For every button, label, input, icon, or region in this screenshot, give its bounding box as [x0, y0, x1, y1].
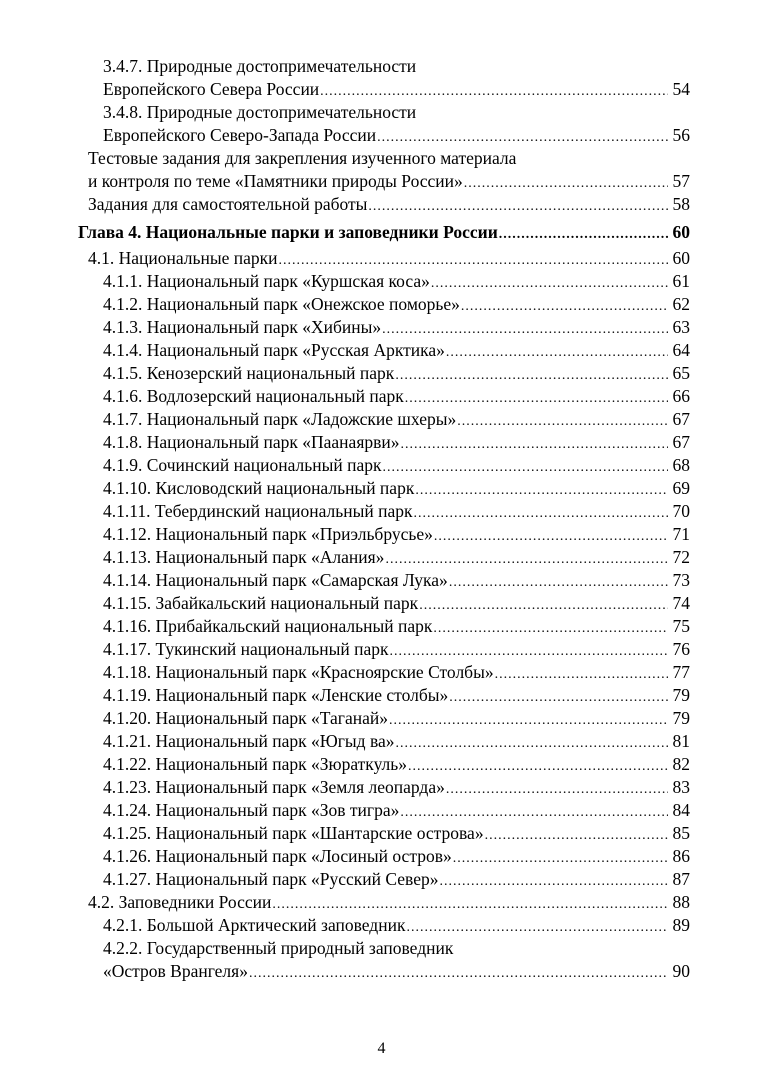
toc-entry: [78, 247, 690, 270]
toc-leader-dots: [272, 893, 668, 916]
toc-entry: [78, 170, 690, 193]
toc-entry-page: 67: [672, 432, 690, 452]
toc-entry: [78, 845, 690, 868]
toc-entry: [78, 960, 690, 983]
toc-entry: [78, 124, 690, 147]
toc-entry-page: 84: [672, 800, 690, 820]
toc-entry-page: 57: [672, 171, 690, 191]
toc-entry: [78, 270, 690, 293]
toc-entry-title: 3.4.8. Природные достопримечательности: [103, 102, 417, 122]
toc-leader-dots: [377, 126, 668, 149]
toc-entry: [78, 638, 690, 661]
toc-entry-page: 64: [672, 340, 690, 360]
toc-entry: [78, 546, 690, 569]
toc-entry: [78, 408, 690, 431]
toc-entry-page: 81: [672, 731, 690, 751]
toc-leader-dots: [495, 663, 668, 686]
toc-leader-dots: [401, 433, 669, 456]
toc-leader-dots: [405, 387, 668, 410]
toc-leader-dots: [461, 295, 668, 318]
toc-entry-title: 3.4.7. Природные достопримечательности: [103, 56, 417, 76]
toc-entry-page: 87: [672, 869, 690, 889]
toc-leader-dots: [449, 686, 668, 709]
toc-entry: [78, 78, 690, 101]
toc-entry-title: 4.1.9. Сочинский национальный парк: [103, 455, 382, 475]
toc-entry: [78, 707, 690, 730]
toc-entry-page: 70: [672, 501, 690, 521]
toc-entry-page: 58: [672, 194, 690, 214]
toc-entry-title: 4.1.21. Национальный парк «Югыд ва»: [103, 731, 395, 751]
toc-entry-page: 62: [672, 294, 690, 314]
toc-entry: [78, 362, 690, 385]
toc-entry-page: 60: [672, 222, 690, 242]
toc-entry-page: 63: [672, 317, 690, 337]
toc-entry-title: Задания для самостоятельной работы: [88, 194, 368, 214]
toc-entry: [78, 822, 690, 845]
toc-entry-title: 4.1.25. Национальный парк «Шантарские острова»: [103, 823, 484, 843]
toc-entry: [78, 454, 690, 477]
toc-entry-title: 4.1.15. Забайкальский национальный парк: [103, 593, 419, 613]
toc-entry: [78, 477, 690, 500]
toc-leader-dots: [279, 249, 668, 272]
toc-entry-title: 4.1.24. Национальный парк «Зов тигра»: [103, 800, 400, 820]
toc-entry-page: 60: [672, 248, 690, 268]
toc-entry: [78, 193, 690, 216]
toc-leader-dots: [390, 640, 668, 663]
toc-entry-page: 67: [672, 409, 690, 429]
toc-entry-title: 4.1.22. Национальный парк «Зюраткуль»: [103, 754, 408, 774]
toc-leader-dots: [419, 594, 668, 617]
toc-leader-dots: [400, 801, 668, 824]
toc-entry-page: 86: [672, 846, 690, 866]
toc-leader-dots: [382, 318, 668, 341]
toc-entry: [78, 339, 690, 362]
toc-entry-title: 4.1.18. Национальный парк «Красноярские Столбы»: [103, 662, 494, 682]
toc-leader-dots: [433, 617, 668, 640]
toc-entry: [78, 753, 690, 776]
toc-entry-title: 4.1.5. Кенозерский национальный парк: [103, 363, 395, 383]
toc-leader-dots: [499, 223, 668, 246]
toc-entry: [78, 293, 690, 316]
toc-entry-page: 89: [672, 915, 690, 935]
toc-entry-title: 4.1.11. Тебердинский национальный парк: [103, 501, 413, 521]
table-of-contents: [78, 55, 690, 983]
toc-leader-dots: [383, 456, 669, 479]
toc-entry-title: 4.1.6. Водлозерский национальный парк: [103, 386, 404, 406]
toc-entry-page: 65: [672, 363, 690, 383]
toc-leader-dots: [431, 272, 668, 295]
page-number: 4: [377, 1040, 386, 1057]
toc-entry-title: 4.1.14. Национальный парк «Самарская Лука»: [103, 570, 448, 590]
toc-entry-continued: [78, 147, 690, 170]
toc-entry: [78, 730, 690, 753]
toc-entry: [78, 592, 690, 615]
toc-entry-title: 4.1.17. Тукинский национальный парк: [103, 639, 389, 659]
toc-entry-title: 4.1.26. Национальный парк «Лосиный остров»: [103, 846, 452, 866]
toc-entry-title: 4.2.2. Государственный природный заповедник: [103, 938, 454, 958]
toc-entry-page: 79: [672, 685, 690, 705]
toc-entry-page: 79: [672, 708, 690, 728]
toc-entry: [78, 569, 690, 592]
toc-leader-dots: [457, 410, 668, 433]
toc-entry-page: 83: [672, 777, 690, 797]
toc-entry-page: 54: [672, 79, 690, 99]
toc-entry-title: 4.1.20. Национальный парк «Таганай»: [103, 708, 388, 728]
toc-entry: [78, 523, 690, 546]
toc-leader-dots: [439, 870, 668, 893]
toc-entry-page: 71: [672, 524, 690, 544]
toc-entry-page: 61: [672, 271, 690, 291]
toc-entry-page: 74: [672, 593, 690, 613]
toc-leader-dots: [395, 364, 668, 387]
toc-entry: [78, 500, 690, 523]
toc-leader-dots: [320, 80, 668, 103]
toc-entry-page: 69: [672, 478, 690, 498]
toc-entry: [78, 868, 690, 891]
toc-entry-title: 4.1.2. Национальный парк «Онежское поморье»: [103, 294, 460, 314]
toc-entry-title: 4.1.4. Национальный парк «Русская Арктика»: [103, 340, 445, 360]
toc-entry: [78, 221, 690, 244]
toc-entry-title: 4.1.19. Национальный парк «Ленские столбы»: [103, 685, 449, 705]
toc-entry-page: 75: [672, 616, 690, 636]
toc-entry-title: Европейского Северо-Запада России: [103, 125, 377, 145]
toc-entry: [78, 776, 690, 799]
toc-leader-dots: [396, 732, 668, 755]
toc-entry: [78, 661, 690, 684]
toc-leader-dots: [485, 824, 668, 847]
toc-entry-continued: [78, 55, 690, 78]
toc-entry: [78, 891, 690, 914]
toc-entry-title: и контроля по теме «Памятники природы России»: [88, 171, 463, 191]
toc-entry-title: 4.1.16. Прибайкальский национальный парк: [103, 616, 433, 636]
toc-leader-dots: [389, 709, 668, 732]
toc-entry-page: 56: [672, 125, 690, 145]
toc-entry-page: 73: [672, 570, 690, 590]
toc-leader-dots: [434, 525, 668, 548]
toc-entry-page: 90: [672, 961, 690, 981]
toc-entry-page: 82: [672, 754, 690, 774]
toc-entry-title: 4.1. Национальные парки: [88, 248, 278, 268]
toc-entry: [78, 431, 690, 454]
toc-entry-continued: [78, 101, 690, 124]
toc-entry-title: 4.1.3. Национальный парк «Хибины»: [103, 317, 382, 337]
toc-leader-dots: [449, 571, 668, 594]
toc-entry-page: 76: [672, 639, 690, 659]
toc-entry-title: «Остров Врангеля»: [103, 961, 248, 981]
toc-entry: [78, 316, 690, 339]
toc-leader-dots: [446, 778, 668, 801]
toc-leader-dots: [249, 962, 668, 985]
toc-entry-title: 4.2.1. Большой Арктический заповедник: [103, 915, 406, 935]
toc-entry-title: 4.1.1. Национальный парк «Куршская коса»: [103, 271, 430, 291]
toc-leader-dots: [368, 195, 668, 218]
toc-entry-title: Европейского Севера России: [103, 79, 320, 99]
toc-leader-dots: [415, 479, 668, 502]
toc-entry-title: 4.1.7. Национальный парк «Ладожские шхеры»: [103, 409, 457, 429]
toc-entry-page: 77: [672, 662, 690, 682]
toc-entry-page: 88: [672, 892, 690, 912]
toc-entry-page: 85: [672, 823, 690, 843]
toc-leader-dots: [464, 172, 668, 195]
toc-leader-dots: [408, 755, 668, 778]
toc-leader-dots: [413, 502, 668, 525]
toc-leader-dots: [385, 548, 668, 571]
toc-leader-dots: [406, 916, 668, 939]
toc-entry: [78, 615, 690, 638]
toc-entry-title: 4.2. Заповедники России: [88, 892, 272, 912]
toc-entry-title: 4.1.23. Национальный парк «Земля леопарда»: [103, 777, 445, 797]
toc-leader-dots: [453, 847, 668, 870]
toc-entry: [78, 799, 690, 822]
toc-entry-title: 4.1.13. Национальный парк «Алания»: [103, 547, 385, 567]
toc-entry-page: 72: [672, 547, 690, 567]
toc-entry: [78, 385, 690, 408]
toc-entry-page: 68: [672, 455, 690, 475]
toc-entry-title: 4.1.10. Кисловодский национальный парк: [103, 478, 415, 498]
toc-entry: [78, 684, 690, 707]
toc-entry-title: Глава 4. Национальные парки и заповедники России: [78, 222, 498, 242]
toc-entry-title: 4.1.8. Национальный парк «Паанаярви»: [103, 432, 400, 452]
toc-entry-title: Тестовые задания для закрепления изученного материала: [88, 148, 517, 168]
toc-entry: [78, 914, 690, 937]
toc-entry-title: 4.1.27. Национальный парк «Русский Север»: [103, 869, 439, 889]
toc-entry-continued: [78, 937, 690, 960]
toc-entry-page: 66: [672, 386, 690, 406]
toc-entry-title: 4.1.12. Национальный парк «Приэльбрусье»: [103, 524, 433, 544]
toc-leader-dots: [446, 341, 668, 364]
